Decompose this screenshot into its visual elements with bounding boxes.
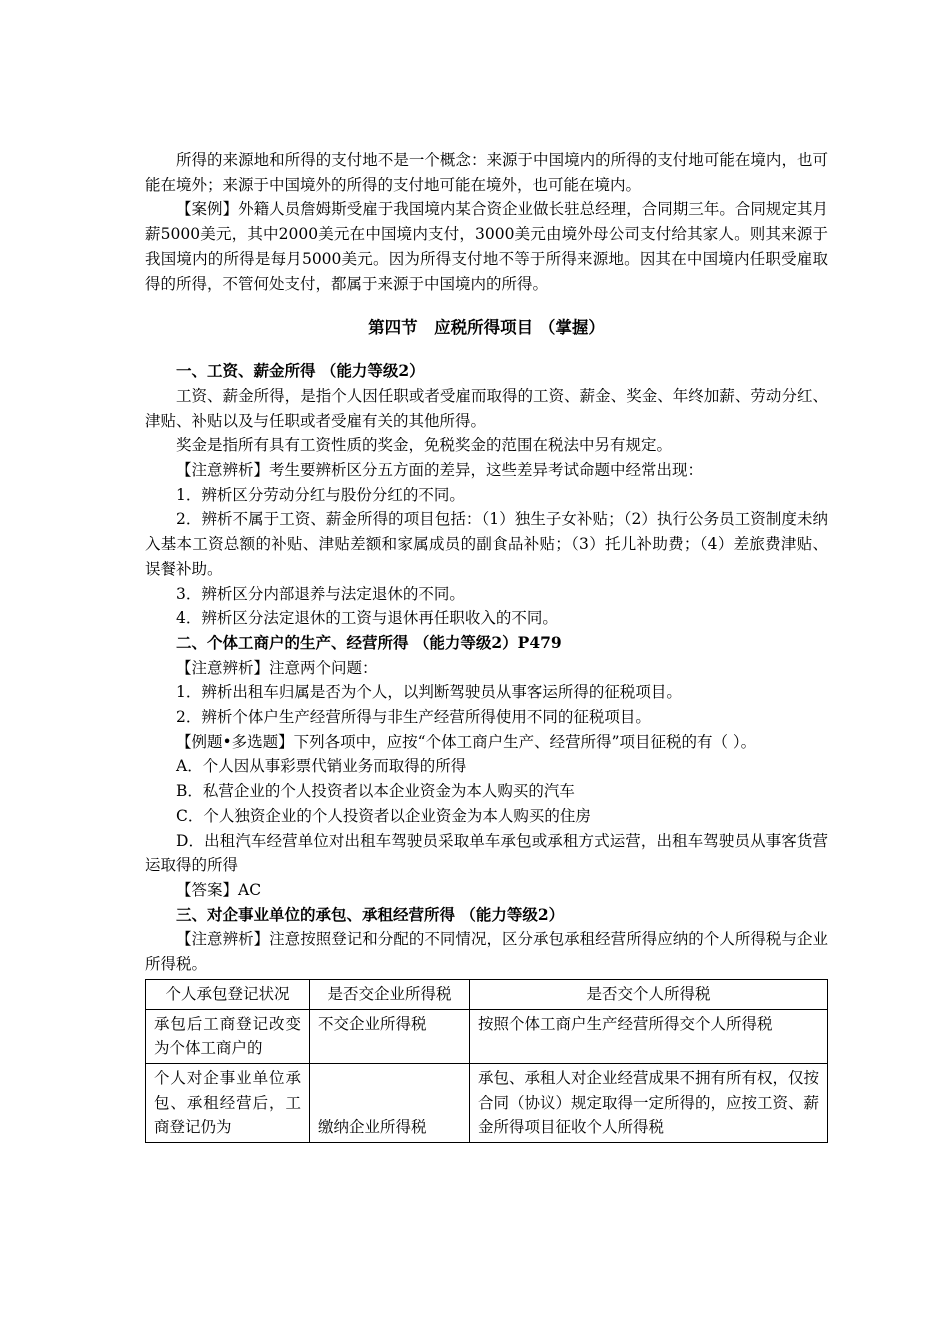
part1-paragraph-2: 奖金是指所有具有工资性质的奖金，免税奖金的范围在税法中另有规定。 [176, 436, 673, 455]
table-cell: 承包后工商登记改变为个体工商户的 [146, 1009, 310, 1063]
table-cell: 缴纳企业所得税 [310, 1063, 470, 1142]
part1-item-3: 3．辨析区分内部退养与法定退休的不同。 [176, 584, 465, 603]
part1-item-1: 1．辨析区分劳动分红与股份分红的不同。 [176, 485, 465, 504]
part3-heading: 三、对企事业单位的承包、承租经营所得 （能力等级2） [176, 904, 565, 924]
table-header-cell: 是否交个人所得税 [470, 979, 828, 1009]
table-cell: 不交企业所得税 [310, 1009, 470, 1063]
option-c: C．个人独资企业的个人投资者以企业资金为本人购买的住房 [176, 806, 591, 825]
section-title: 第四节 应税所得项目 （掌握） [368, 318, 605, 338]
intro-paragraph-1: 所得的来源地和所得的支付地不是一个概念：来源于中国境内的所得的支付地可能在境内，也可能在境外；来源于中国境外的所得的支付地可能在境外，也可能在境内。 [145, 151, 828, 194]
example-question: 【例题•多选题】下列各项中，应按“个体工商户生产、经营所得”项目征税的有（ ）。 [176, 732, 757, 751]
option-a: A．个人因从事彩票代销业务而取得的所得 [176, 757, 467, 776]
table-cell: 个人对企事业单位承包、承租经营后，工商登记仍为 [146, 1063, 310, 1142]
contract-tax-table [145, 979, 828, 1143]
option-d: D．出租汽车经营单位对出租车驾驶员采取单车承包或承租方式运营，出租车驾驶员从事客货营运取得的所得 [145, 831, 828, 875]
option-b: B．私营企业的个人投资者以本企业资金为本人购买的汽车 [176, 782, 575, 801]
table-header-cell: 是否交企业所得税 [310, 979, 470, 1009]
part3-note: 【注意辨析】注意按照登记和分配的不同情况，区分承包承租经营所得应纳的个人所得税与企业所得税。 [145, 930, 828, 974]
case-paragraph: 【案例】外籍人员詹姆斯受雇于我国境内某合资企业做长驻总经理，合同期三年。合同规定其月薪5000美元，其中2000美元在中国境内支付，3000美元由境外母公司支付给其家人。则其来源于我国境内的所得是每月5000美元。因为所得支付地不等于所得来源地。因其在中国境内任职受雇取得的所得，不管何处支付，都属于来源于中国境内的所得。 [145, 200, 828, 293]
part1-paragraph-1: 工资、薪金所得，是指个人因任职或者受雇而取得的工资、薪金、奖金、年终加薪、劳动分红、津贴、补贴以及与任职或者受雇有关的其他所得。 [145, 386, 828, 430]
table-header-row [146, 979, 828, 1009]
part2-heading: 二、个体工商户的生产、经营所得 （能力等级2）P479 [176, 632, 562, 652]
part1-note: 【注意辨析】考生要辨析区分五方面的差异，这些差异考试命题中经常出现： [176, 461, 704, 480]
part1-item-2: 2．辨析不属于工资、薪金所得的项目包括：（1）独生子女补贴；（2）执行公务员工资制度未纳入基本工资总额的补贴、津贴差额和家属成员的副食品补贴；（3）托儿补助费；（4）差旅费津贴、误餐补助。 [145, 510, 828, 578]
table-header-cell: 个人承包登记状况 [146, 979, 310, 1009]
table-row [146, 1063, 828, 1142]
answer: 【答案】AC [176, 880, 262, 899]
table-cell: 按照个体工商户生产经营所得交个人所得税 [470, 1009, 828, 1063]
part1-heading: 一、工资、薪金所得 （能力等级2） [176, 361, 425, 381]
part2-note: 【注意辨析】注意两个问题： [176, 658, 378, 677]
table-cell: 承包、承租人对企业经营成果不拥有所有权，仅按合同（协议）规定取得一定所得的，应按工资、薪金所得项目征收个人所得税 [470, 1063, 828, 1142]
table-row [146, 1009, 828, 1063]
part1-item-4: 4．辨析区分法定退休的工资与退休再任职收入的不同。 [176, 609, 558, 628]
part2-item-1: 1．辨析出租车归属是否为个人，以判断驾驶员从事客运所得的征税项目。 [176, 683, 682, 702]
document-page [145, 148, 828, 1143]
part2-item-2: 2．辨析个体户生产经营所得与非生产经营所得使用不同的征税项目。 [176, 708, 651, 727]
